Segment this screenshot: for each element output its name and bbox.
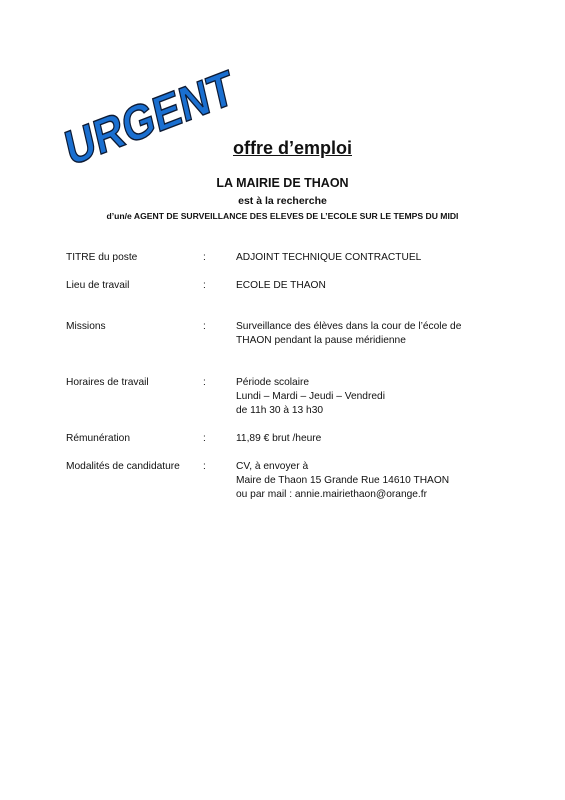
urgent-wordart [60,51,262,182]
field-value-line: CV, à envoyer à [236,461,309,472]
page-title: offre d’emploi [232,138,352,158]
field-colon: : [203,280,206,291]
field-label: Horaires de travail [66,377,149,388]
field-value-line: THAON pendant la pause méridienne [236,335,406,346]
subtitle: est à la recherche [238,195,327,207]
employer-name: LA MAIRIE DE THAON [216,176,349,190]
field-colon: : [203,377,206,388]
field-label: TITRE du poste [66,252,138,263]
urgent-stamp [60,51,262,182]
field-value-line: de 11h 30 à 13 h30 [236,405,324,416]
field-label: Rémunération [66,433,130,444]
field-value-line: ECOLE DE THAON [236,280,326,291]
field-colon: : [203,321,206,332]
field-value [236,279,526,293]
field-value-line: Surveillance des élèves dans la cour de l’école de [236,321,462,332]
job-summary: d’un/e AGENT DE SURVEILLANCE DES ELEVES DE L’ECOLE SUR LE TEMPS DU MIDI [106,211,459,221]
field-colon: : [203,252,206,263]
field-label: Modalités de candidature [66,461,180,472]
field-value [236,251,526,265]
field-value-line: ADJOINT TECHNIQUE CONTRACTUEL [236,252,422,263]
urgent-text: URGENT [60,51,262,177]
field-colon: : [203,433,206,444]
field-value [236,460,526,502]
field-value-line: 11,89 € brut /heure [236,433,322,444]
contact-email: ou par mail : annie.mairiethaon@orange.fr [236,489,427,500]
field-colon: : [203,461,206,472]
field-value [236,432,526,446]
field-value-line: Maire de Thaon 15 Grande Rue 14610 THAON [236,475,450,486]
field-value [236,320,526,348]
field-value-line: Lundi – Mardi – Jeudi – Vendredi [236,391,385,402]
field-value-line: Période scolaire [236,377,310,388]
field-label: Lieu de travail [66,280,130,291]
field-value [236,376,526,418]
field-label: Missions [66,321,106,332]
